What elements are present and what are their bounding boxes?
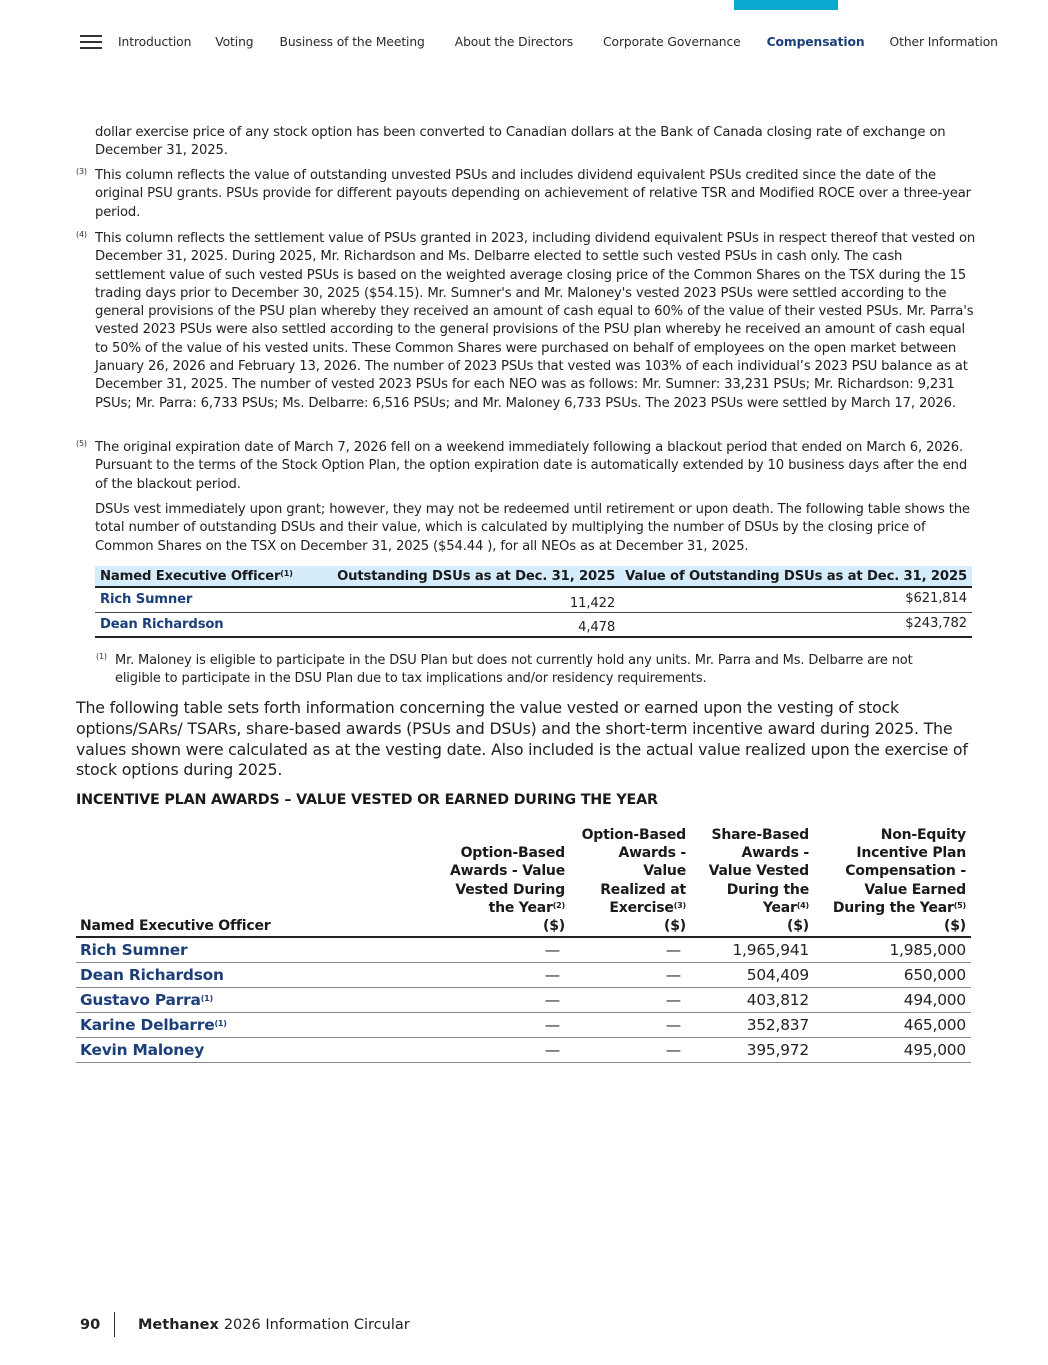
dsu-table-header-row xyxy=(95,566,972,587)
officer-name: Rich Sumner xyxy=(76,937,426,962)
document-title: 2026 Information Circular xyxy=(223,1316,410,1333)
option-value-realized: — xyxy=(570,937,691,962)
option-value-vested: — xyxy=(426,987,570,1012)
table-row xyxy=(76,987,971,1012)
table-row xyxy=(76,1037,971,1062)
nav-item-other-information[interactable]: Other Information xyxy=(889,35,998,49)
dsu-table-footnote: (1) Mr. Maloney is eligible to participate in the DSU Plan but does not currently hold any units. Mr. Parra and Ms. Delbarre are not eligible to participate in the DSU Plan due to tax implications and/or residency requirements. xyxy=(96,652,956,689)
nav-item-voting[interactable]: Voting xyxy=(215,35,254,49)
section-title: INCENTIVE PLAN AWARDS – VALUE VESTED OR EARNED DURING THE YEAR xyxy=(76,792,658,808)
option-value-vested: — xyxy=(426,937,570,962)
officer-name: Dean Richardson xyxy=(76,962,426,987)
table-row xyxy=(76,937,971,962)
ipa-table-header-row xyxy=(76,826,971,937)
non-equity-value-earned: 1,985,000 xyxy=(814,937,971,962)
dsu-value: $243,782 xyxy=(620,612,972,637)
column-header-outstanding-dsus: Outstanding DSUs as at Dec. 31, 2025 xyxy=(332,566,620,587)
option-value-realized: — xyxy=(570,1012,691,1037)
non-equity-value-earned: 650,000 xyxy=(814,962,971,987)
nav-item-about-the-directors[interactable]: About the Directors xyxy=(454,35,574,49)
officer-name: Rich Sumner xyxy=(95,587,332,612)
option-value-realized: — xyxy=(570,1037,691,1062)
nav-item-introduction[interactable]: Introduction xyxy=(118,35,192,49)
table-row xyxy=(95,612,972,637)
footnote-marker: (4) xyxy=(76,230,87,239)
non-equity-value-earned: 494,000 xyxy=(814,987,971,1012)
table-row xyxy=(95,587,972,612)
table-row xyxy=(76,962,971,987)
outstanding-dsus: 4,478 xyxy=(332,612,620,637)
officer-name: Karine Delbarre$^{(1)}$ xyxy=(76,1012,426,1037)
incentive-plan-awards-table xyxy=(76,826,971,1063)
column-header-named-executive-officer: Named Executive Officer$^{(1)}$ xyxy=(95,566,332,587)
nav-item-compensation[interactable]: Compensation xyxy=(766,35,865,49)
option-value-realized: — xyxy=(570,987,691,1012)
footnote-continued: dollar exercise price of any stock option has been converted to Canadian dollars at the Bank of Canada closing rate of exchange on December 31, 2025. xyxy=(95,125,946,159)
share-value-vested: 395,972 xyxy=(691,1037,814,1062)
top-navigation xyxy=(80,32,998,52)
option-value-vested: — xyxy=(426,1012,570,1037)
option-value-vested: — xyxy=(426,1037,570,1062)
table-row xyxy=(76,1012,971,1037)
active-section-accent-bar xyxy=(734,0,838,10)
column-header-value-outstanding-dsus: Value of Outstanding DSUs as at Dec. 31, 2025 xyxy=(620,566,972,587)
hamburger-menu-icon[interactable] xyxy=(80,35,102,49)
footer-divider xyxy=(114,1312,115,1337)
incentive-intro-paragraph: The following table sets forth information concerning the value vested or earned upon the vesting of stock options/SARs/ TSARs, share-based awards (PSUs and DSUs) and the short-term incentive award during 2025. The values shown were calculated as at the vesting date. Also included is the actual value realized upon the exercise of stock options during 2025. xyxy=(76,698,968,780)
page-footer xyxy=(80,1312,410,1337)
outstanding-dsus: 11,422 xyxy=(332,587,620,612)
share-value-vested: 403,812 xyxy=(691,987,814,1012)
share-value-vested: 504,409 xyxy=(691,962,814,987)
share-value-vested: 1,965,941 xyxy=(691,937,814,962)
dsu-table xyxy=(95,566,972,638)
footnote-marker: (5) xyxy=(76,439,87,448)
footnote-5: (5) The original expiration date of March 7, 2026 fell on a weekend immediately following a blackout period that ended on March 6, 2026. Pursuant to the terms of the Stock Option Plan, the option expiration date is automatically extended by 10 business days after the end of the blackout period. xyxy=(76,439,976,494)
officer-name: Kevin Maloney xyxy=(76,1037,426,1062)
option-value-realized: — xyxy=(570,962,691,987)
column-header-share-value-vested: Share-Based Awards - Value Vested During the Year$^{(4)}$ ($) xyxy=(691,826,814,937)
dsu-value: $621,814 xyxy=(620,587,972,612)
footnote-3: (3) This column reflects the value of outstanding unvested PSUs and includes dividend equivalent PSUs credited since the date of the original PSU grants. PSUs provide for different payouts depending on achievement of relative TSR and Modified ROCE over a three-year period. xyxy=(76,167,976,222)
column-header-option-value-vested: Option-Based Awards - Value Vested During the Year$^{(2)}$ ($) xyxy=(426,826,570,937)
column-header-option-value-realized: Option-Based Awards - Value Realized at Exercise$^{(3)}$ ($) xyxy=(570,826,691,937)
officer-name: Gustavo Parra$^{(1)}$ xyxy=(76,987,426,1012)
page-number: 90 xyxy=(80,1316,101,1333)
brand-name: Methanex xyxy=(138,1316,219,1333)
footnote-marker: (1) xyxy=(96,652,107,661)
nav-item-business-of-the-meeting[interactable]: Business of the Meeting xyxy=(279,35,425,49)
dsu-description-paragraph: DSUs vest immediately upon grant; however, they may not be redeemed until retirement or upon death. The following table shows the total number of outstanding DSUs and their value, which is calculated by multiplying the number of DSUs by the closing price of Common Shares on the TSX on December 31, 2025 ($54.44 ), for all NEOs as at December 31, 2025. xyxy=(95,502,970,554)
non-equity-value-earned: 495,000 xyxy=(814,1037,971,1062)
option-value-vested: — xyxy=(426,962,570,987)
footnote-4: (4) This column reflects the settlement value of PSUs granted in 2023, including dividend equivalent PSUs in respect thereof that vested on December 31, 2025. During 2025, Mr. Richardson and Ms. Delbarre elected to settle such vested PSUs in cash only. The cash settlement value of such vested PSUs is based on the weighted average closing price of the Common Shares on the TSX during the 15 trading days prior to December 30, 2025 ($54.15). Mr. Sumner's and Mr. Maloney's vested 2023 PSUs were settled according to the general provisions of the PSU plan whereby they received an amount of cash equal to 60% of the value of their vested PSUs. Mr. Parra's vested 2023 PSUs were also settled according to the general provisions of the PSU plan whereby he received an amount of cash equal to 50% of the value of his vested units. These Common Shares were purchased on behalf of employees on the open market between January 26, 2026 and February 13, 2026. The number of 2023 PSUs that vested was 103% of each individual’s 2023 PSU balance as at December 31, 2025. The number of vested 2023 PSUs for each NEO was as follows: Mr. Sumner: 33,231 PSUs; Mr. Richardson: 9,231 PSUs; Mr. Parra: 6,733 PSUs; Ms. Delbarre: 6,516 PSUs; and Mr. Maloney 6,733 PSUs. The 2023 PSUs were settled by March 17, 2026. xyxy=(76,230,976,413)
share-value-vested: 352,837 xyxy=(691,1012,814,1037)
non-equity-value-earned: 465,000 xyxy=(814,1012,971,1037)
footnote-marker: (3) xyxy=(76,167,87,176)
nav-item-corporate-governance[interactable]: Corporate Governance xyxy=(603,35,741,49)
column-header-named-executive-officer: Named Executive Officer xyxy=(76,826,426,937)
column-header-non-equity-value-earned: Non-Equity Incentive Plan Compensation - Value Earned During the Year$^{(5)}$ ($) xyxy=(814,826,971,937)
officer-name: Dean Richardson xyxy=(95,612,332,637)
